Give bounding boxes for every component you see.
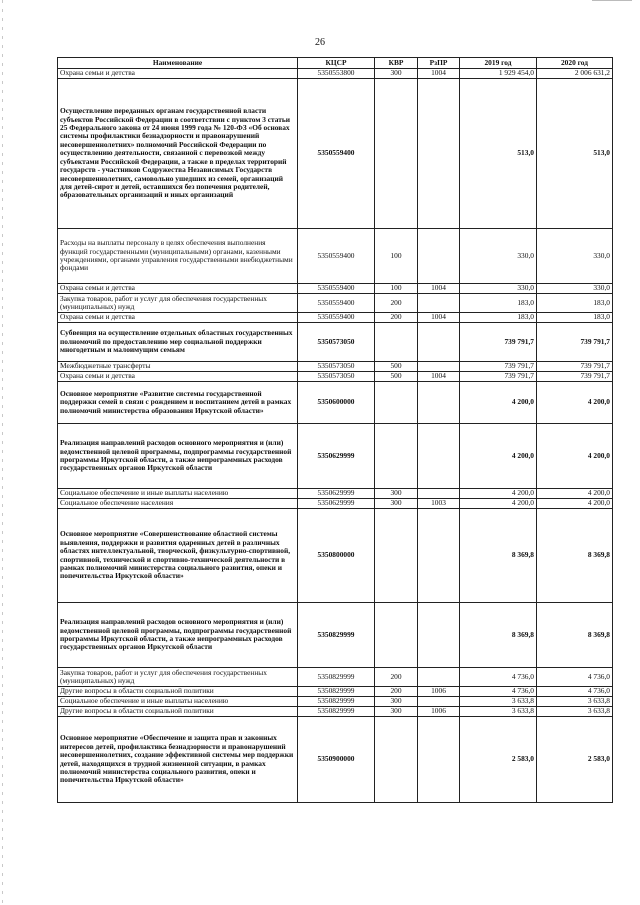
cell-year-2020: 739 791,7 xyxy=(537,323,613,362)
cell-kcsr: 5350573050 xyxy=(298,362,375,372)
cell-year-2020: 4 200,0 xyxy=(537,489,613,499)
table-row xyxy=(58,489,613,499)
cell-kcsr: 5350829999 xyxy=(298,697,375,707)
table-row xyxy=(58,687,613,697)
budget-table-container xyxy=(57,57,612,803)
cell-kcsr: 5350559400 xyxy=(298,294,375,313)
cell-kcsr: 5350559400 xyxy=(298,313,375,323)
cell-kcsr: 5350829999 xyxy=(298,668,375,687)
header-year-2019: 2019 год xyxy=(460,58,537,69)
table-row xyxy=(58,499,613,509)
cell-year-2019: 3 633,8 xyxy=(460,707,537,717)
cell-name: Осуществление переданных органам государственной власти субъектов Российской Федерации в соответствии с пунктом 3 статьи 25 Федерального закона от 24 июня 1999 года № 120-ФЗ «Об основах системы профилактики безнадзорности и правонарушений несовершеннолетних» полномочий Российской Федерации по осуществлению деятельности, связанной с перевозкой между субъектами Российской Федерации, а также в пределах территорий государств - участников Содружества Независимых Государств несовершеннолетних, самовольно ушедших из семей, организаций для детей-сирот и детей, оставшихся без попечения родителей, образовательных организаций и иных организаций xyxy=(58,79,298,229)
cell-kvr xyxy=(375,382,418,424)
cell-year-2020: 739 791,7 xyxy=(537,362,613,372)
cell-rzpr xyxy=(418,603,460,668)
cell-kcsr: 5350559400 xyxy=(298,284,375,294)
table-row xyxy=(58,717,613,803)
cell-kvr xyxy=(375,509,418,603)
cell-kvr: 300 xyxy=(375,707,418,717)
cell-kcsr: 5350829999 xyxy=(298,603,375,668)
cell-name: Другие вопросы в области социальной политики xyxy=(58,707,298,717)
cell-name: Реализация направлений расходов основного мероприятия и (или) ведомственной целевой программы, подпрограммы государственной программы Иркутской области, а также непрограммных расходов государственных органов Иркутской области xyxy=(58,424,298,489)
cell-kvr: 200 xyxy=(375,668,418,687)
cell-kvr: 300 xyxy=(375,697,418,707)
cell-kcsr: 5350629999 xyxy=(298,489,375,499)
cell-rzpr xyxy=(418,509,460,603)
cell-rzpr xyxy=(418,489,460,499)
cell-year-2019: 513,0 xyxy=(460,79,537,229)
cell-year-2020: 4 200,0 xyxy=(537,424,613,489)
cell-name: Закупка товаров, работ и услуг для обеспечения государственных (муниципальных) нужд xyxy=(58,294,298,313)
cell-year-2020: 3 633,8 xyxy=(537,697,613,707)
header-kvr: КВР xyxy=(375,58,418,69)
cell-name: Основное мероприятие «Совершенствование областной системы выявления, поддержки и развития одаренных детей в различных областях интеллектуальной, творческой, физкультурно-спортивной, спортивной, технической и спортивно-технической деятельности в рамках полномочий министерства социального развития, опеки и попечительства Иркутской области» xyxy=(58,509,298,603)
cell-kvr: 500 xyxy=(375,362,418,372)
cell-rzpr xyxy=(418,697,460,707)
cell-rzpr: 1006 xyxy=(418,707,460,717)
cell-kvr: 200 xyxy=(375,294,418,313)
table-row xyxy=(58,284,613,294)
cell-name: Закупка товаров, работ и услуг для обеспечения государственных (муниципальных) нужд xyxy=(58,668,298,687)
header-name: Наименование xyxy=(58,58,298,69)
cell-kvr: 500 xyxy=(375,372,418,382)
cell-kvr: 200 xyxy=(375,687,418,697)
table-row xyxy=(58,229,613,284)
cell-year-2020: 183,0 xyxy=(537,313,613,323)
cell-kcsr: 5350900000 xyxy=(298,717,375,803)
table-row xyxy=(58,362,613,372)
cell-rzpr xyxy=(418,294,460,313)
cell-kcsr: 5350559400 xyxy=(298,229,375,284)
table-body xyxy=(58,69,613,803)
cell-rzpr: 1004 xyxy=(418,313,460,323)
table-row xyxy=(58,313,613,323)
cell-year-2020: 3 633,8 xyxy=(537,707,613,717)
cell-year-2019: 8 369,8 xyxy=(460,509,537,603)
cell-year-2020: 4 200,0 xyxy=(537,499,613,509)
table-row xyxy=(58,79,613,229)
cell-name: Социальное обеспечение и иные выплаты населению xyxy=(58,489,298,499)
cell-kcsr: 5350629999 xyxy=(298,499,375,509)
cell-year-2020: 8 369,8 xyxy=(537,603,613,668)
table-row xyxy=(58,323,613,362)
cell-kcsr: 5350829999 xyxy=(298,707,375,717)
cell-rzpr: 1006 xyxy=(418,687,460,697)
table-row xyxy=(58,372,613,382)
cell-rzpr: 1004 xyxy=(418,69,460,79)
cell-year-2020: 2 006 631,2 xyxy=(537,69,613,79)
cell-rzpr: 1003 xyxy=(418,499,460,509)
cell-year-2019: 4 200,0 xyxy=(460,499,537,509)
cell-kvr: 300 xyxy=(375,499,418,509)
header-year-2020: 2020 год xyxy=(537,58,613,69)
table-row xyxy=(58,603,613,668)
cell-year-2020: 8 369,8 xyxy=(537,509,613,603)
cell-name: Охрана семьи и детства xyxy=(58,372,298,382)
page-number: 26 xyxy=(315,37,325,48)
cell-rzpr xyxy=(418,323,460,362)
cell-kvr xyxy=(375,424,418,489)
cell-name: Основное мероприятие «Развитие системы государственной поддержки семей в связи с рождением и воспитанием детей в рамках полномочий министерства образования Иркутской области» xyxy=(58,382,298,424)
cell-rzpr xyxy=(418,717,460,803)
cell-rzpr xyxy=(418,424,460,489)
cell-year-2020: 513,0 xyxy=(537,79,613,229)
table-header-row xyxy=(58,58,613,69)
cell-kvr xyxy=(375,79,418,229)
cell-year-2019: 8 369,8 xyxy=(460,603,537,668)
cell-year-2020: 4 200,0 xyxy=(537,382,613,424)
cell-year-2020: 739 791,7 xyxy=(537,372,613,382)
cell-name: Охрана семьи и детства xyxy=(58,313,298,323)
cell-year-2020: 183,0 xyxy=(537,294,613,313)
cell-kcsr: 5350629999 xyxy=(298,424,375,489)
cell-year-2019: 330,0 xyxy=(460,284,537,294)
scan-corner-mark xyxy=(592,0,632,1)
cell-year-2020: 4 736,0 xyxy=(537,687,613,697)
table-row xyxy=(58,707,613,717)
cell-rzpr: 1004 xyxy=(418,372,460,382)
cell-name: Межбюджетные трансферты xyxy=(58,362,298,372)
cell-year-2019: 2 583,0 xyxy=(460,717,537,803)
cell-rzpr xyxy=(418,229,460,284)
cell-year-2020: 330,0 xyxy=(537,284,613,294)
table-row xyxy=(58,382,613,424)
cell-rzpr xyxy=(418,382,460,424)
table-row xyxy=(58,668,613,687)
table-row xyxy=(58,424,613,489)
cell-name: Реализация направлений расходов основного мероприятия и (или) ведомственной целевой программы, подпрограммы государственной программы Иркутской области, а также непрограммных расходов государственных органов Иркутской области xyxy=(58,603,298,668)
cell-year-2019: 4 736,0 xyxy=(460,687,537,697)
cell-year-2020: 2 583,0 xyxy=(537,717,613,803)
cell-name: Охрана семьи и детства xyxy=(58,284,298,294)
cell-kcsr: 5350573050 xyxy=(298,372,375,382)
cell-year-2019: 330,0 xyxy=(460,229,537,284)
cell-name: Субвенция на осуществление отдельных областных государственных полномочий по предоставлению мер социальной поддержки многодетным и малоимущим семьям xyxy=(58,323,298,362)
cell-name: Социальное обеспечение населения xyxy=(58,499,298,509)
cell-kcsr: 5350573050 xyxy=(298,323,375,362)
cell-name: Расходы на выплаты персоналу в целях обеспечения выполнения функций государственными (муниципальными) органами, казенными учреждениями, органами управления государственными внебюджетными фондами xyxy=(58,229,298,284)
cell-year-2019: 4 200,0 xyxy=(460,382,537,424)
table-row xyxy=(58,509,613,603)
header-rzpr: РзПР xyxy=(418,58,460,69)
cell-year-2019: 4 736,0 xyxy=(460,668,537,687)
cell-kvr: 300 xyxy=(375,489,418,499)
cell-rzpr xyxy=(418,79,460,229)
header-kcsr: КЦСР xyxy=(298,58,375,69)
cell-year-2020: 330,0 xyxy=(537,229,613,284)
cell-year-2019: 4 200,0 xyxy=(460,489,537,499)
cell-year-2019: 4 200,0 xyxy=(460,424,537,489)
cell-kcsr: 5350600000 xyxy=(298,382,375,424)
cell-rzpr xyxy=(418,362,460,372)
cell-year-2019: 183,0 xyxy=(460,313,537,323)
cell-name: Охрана семьи и детства xyxy=(58,69,298,79)
cell-kvr xyxy=(375,323,418,362)
cell-rzpr: 1004 xyxy=(418,284,460,294)
scan-edge-mark xyxy=(2,0,3,905)
cell-kcsr: 5350559400 xyxy=(298,79,375,229)
cell-kcsr: 5350800000 xyxy=(298,509,375,603)
cell-name: Другие вопросы в области социальной политики xyxy=(58,687,298,697)
cell-kvr xyxy=(375,717,418,803)
cell-kcsr: 5350829999 xyxy=(298,687,375,697)
cell-kvr: 300 xyxy=(375,69,418,79)
cell-name: Основное мероприятие «Обеспечение и защита прав и законных интересов детей, профилактика безнадзорности и правонарушений несовершеннолетних, создание эффективной системы мер поддержки детей, находящихся в трудной жизненной ситуации, в рамках полномочий министерства социального развития, опеки и попечительства Иркутской области» xyxy=(58,717,298,803)
cell-year-2019: 739 791,7 xyxy=(460,323,537,362)
cell-kvr: 100 xyxy=(375,284,418,294)
cell-year-2019: 739 791,7 xyxy=(460,362,537,372)
cell-kvr: 100 xyxy=(375,229,418,284)
cell-kcsr: 5350553800 xyxy=(298,69,375,79)
cell-rzpr xyxy=(418,668,460,687)
cell-year-2019: 1 929 454,0 xyxy=(460,69,537,79)
cell-kvr: 200 xyxy=(375,313,418,323)
cell-year-2019: 739 791,7 xyxy=(460,372,537,382)
table-row xyxy=(58,697,613,707)
cell-year-2019: 3 633,8 xyxy=(460,697,537,707)
cell-year-2019: 183,0 xyxy=(460,294,537,313)
table-row xyxy=(58,294,613,313)
cell-name: Социальное обеспечение и иные выплаты населению xyxy=(58,697,298,707)
cell-kvr xyxy=(375,603,418,668)
budget-table xyxy=(57,57,613,803)
table-row xyxy=(58,69,613,79)
cell-year-2020: 4 736,0 xyxy=(537,668,613,687)
